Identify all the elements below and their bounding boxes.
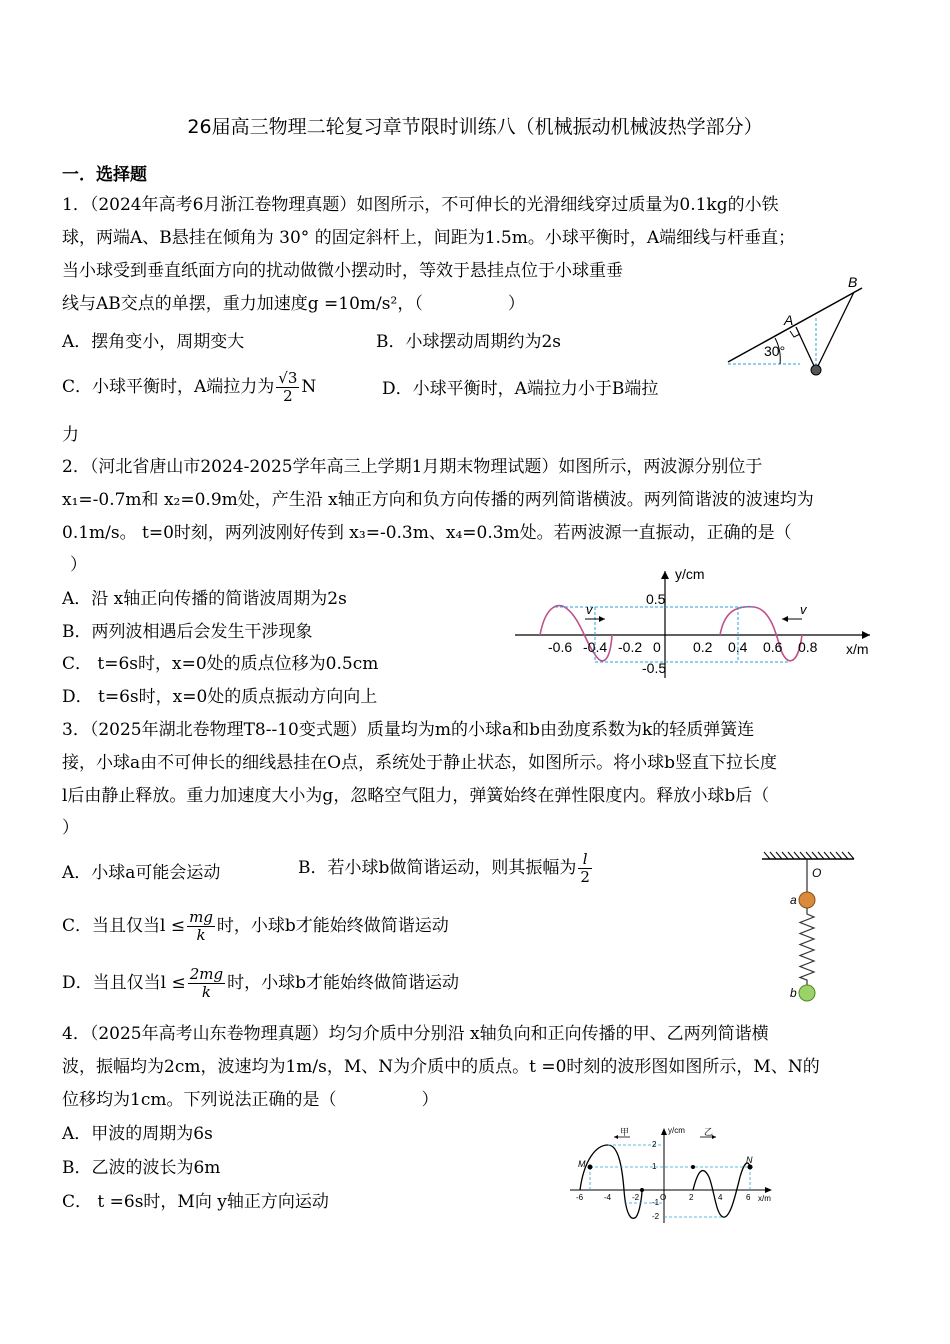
q2-xtick-label: 0.4 (728, 639, 748, 655)
q4-xtick-label: 2 (689, 1193, 694, 1202)
q1-option-d-cont: 力 (62, 425, 79, 445)
q1-line2: 球，两端A、B悬挂在倾角为 30° 的固定斜杆上，间距为1.5m。小球平衡时，A端细线与杆垂直； (62, 228, 796, 248)
q1-option-c-fraction: $\frac{√3}{2}$ (278, 369, 298, 405)
q2-xtick-label: -0.6 (548, 639, 573, 655)
q4-option-c[interactable]: C． t =6s时，M向 y轴正方向运动 (62, 1192, 329, 1212)
q4-xtick-label: -4 (604, 1193, 612, 1202)
q2-line4: ） (70, 555, 87, 575)
q4-option-b[interactable]: B．乙波的波长为6m (62, 1158, 221, 1178)
q2-xtick-label: -0.4 (583, 639, 608, 655)
q4-label-m: M (578, 1159, 586, 1169)
q3-line4: ） (62, 818, 79, 838)
q2-line1: 2．（河北省唐山市2024-2025学年高三上学期1月期末物理试题）如图所示，两波源分别位于 (62, 457, 763, 477)
q4-ytick-label: -2 (652, 1212, 660, 1221)
q3-label-a: a (790, 893, 797, 907)
q2-xlabel: x/m (846, 641, 869, 657)
q2-v-left: v (586, 602, 593, 617)
q4-xlabel: x/m (758, 1194, 771, 1203)
q2-ytop: 0.5 (646, 591, 666, 607)
q1-option-c-text: C．小球平衡时，A端拉力为 (62, 377, 275, 397)
q3-option-c-fraction: $\frac{mg}{k}$ (189, 908, 213, 944)
q4-ytick-label: 1 (652, 1162, 657, 1171)
q2-line2: x₁=-0.7m和 x₂=0.9m处，产生沿 x轴正方向和负方向传播的两列简谐横波。两列简谐波的波速均为 (62, 490, 814, 510)
page-title: 26届高三物理二轮复习章节限时训练八（机械振动机械波热学部分） (187, 116, 763, 138)
q4-xtick-label: -6 (576, 1193, 584, 1202)
q3-option-d-fraction: $\frac{2mg}{k}$ (189, 965, 224, 1001)
q2-ybot: -0.5 (642, 660, 667, 676)
q2-line3: 0.1m/s。 t=0时刻，两列波刚好传到 x₃=-0.3m、x₄=0.3m处。若两波源一直振动，正确的是（ (62, 523, 792, 543)
q1-label-b: B (848, 274, 858, 290)
q4-wave-figure (560, 1125, 790, 1225)
q1-option-b[interactable]: B．小球摆动周期约为2s (376, 332, 562, 352)
q4-line3: 位移均为1cm。下列说法正确的是（ ） (62, 1090, 439, 1110)
q1-line4: 线与AB交点的单摆，重力加速度g =10m/s²，（ ） (62, 294, 525, 314)
q3-line2: 接，小球a由不可伸长的细线悬挂在O点，系统处于静止状态，如图所示。将小球b竖直下拉长度 (62, 753, 777, 773)
q4-option-a[interactable]: A．甲波的周期为6s (62, 1124, 213, 1144)
q3-label-b: b (790, 986, 797, 1000)
q4-label-yi: 乙 (704, 1127, 714, 1137)
q1-option-d[interactable]: D．小球平衡时，A端拉力小于B端拉 (382, 379, 659, 399)
q4-label-n: N (746, 1155, 753, 1165)
q2-option-d[interactable]: D． t=6s时，x=0处的质点振动方向向上 (62, 687, 378, 707)
q2-xtick-label: 0.2 (693, 639, 713, 655)
q4-xtick-label: 6 (746, 1193, 751, 1202)
q2-option-c[interactable]: C． t=6s时，x=0处的质点位移为0.5cm (62, 654, 379, 674)
q2-xtick-label: 0.8 (798, 639, 818, 655)
q4-ytick-label: -1 (652, 1198, 660, 1207)
q2-xtick-label: -0.2 (618, 639, 643, 655)
section-heading: 一．选择题 (62, 165, 147, 185)
q4-line1: 4．（2025年高考山东卷物理真题）均匀介质中分别沿 x轴负向和正向传播的甲、乙两列简谐横 (62, 1024, 769, 1044)
q2-ylabel: y/cm (675, 566, 705, 582)
q3-option-d[interactable]: D．当且仅当l ≤ $\frac{2mg}{k}$ 时，小球b才能始终做简谐运动 (62, 965, 459, 1001)
q2-v-right: v (800, 602, 807, 617)
q2-xtick-label: 0.6 (763, 639, 783, 655)
q4-xtick-label: O (660, 1193, 667, 1202)
q2-option-b[interactable]: B．两列波相遇后会发生干涉现象 (62, 622, 313, 642)
q3-line3: l后由静止释放。重力加速度大小为g，忽略空气阻力，弹簧始终在弹性限度内。释放小球b后（ (62, 786, 770, 806)
q3-option-c[interactable]: C．当且仅当l ≤ $\frac{mg}{k}$ 时，小球b才能始终做简谐运动 (62, 908, 449, 944)
q4-label-jia: 甲 (620, 1127, 630, 1137)
q3-label-o: O (812, 866, 822, 880)
q2-wave-figure (510, 563, 880, 683)
q3-spring-figure (760, 850, 860, 1005)
q1-option-c[interactable]: C．小球平衡时，A端拉力为 $\frac{√3}{2}$ N (62, 369, 317, 405)
q4-ylabel: y/cm (668, 1126, 685, 1135)
q4-xtick-label: 4 (718, 1193, 723, 1202)
q2-origin: 0 (653, 639, 661, 655)
q3-option-b-fraction: $\frac{l}{2}$ (580, 850, 590, 886)
q3-option-a[interactable]: A．小球a可能会运动 (62, 863, 221, 883)
q4-ytick-label: 2 (652, 1140, 657, 1149)
q1-option-a[interactable]: A．摆角变小，周期变大 (62, 332, 245, 352)
q1-line1: 1．（2024年高考6月浙江卷物理真题）如图所示，不可伸长的光滑细线穿过质量为0.1kg的小铁 (62, 195, 779, 215)
q2-option-a[interactable]: A．沿 x轴正向传播的简谐波周期为2s (62, 589, 347, 609)
q1-incline-figure (720, 270, 900, 380)
q4-xtick-label: -2 (632, 1193, 640, 1202)
q3-line1: 3．（2025年湖北卷物理T8--10变式题）质量均为m的小球a和b由劲度系数为k的轻质弹簧连 (62, 720, 755, 740)
q1-label-a: A (784, 312, 794, 328)
q1-line3: 当小球受到垂直纸面方向的扰动做微小摆动时，等效于悬挂点位于小球重垂 (62, 261, 623, 281)
q3-option-b[interactable]: B．若小球b做简谐运动，则其振幅为 $\frac{l}{2}$ (298, 850, 590, 886)
q1-angle-label: 30° (764, 343, 786, 359)
q4-line2: 波，振幅均为2cm，波速均为1m/s，M、N为介质中的质点。t =0时刻的波形图如图所示，M、N的 (62, 1057, 820, 1077)
